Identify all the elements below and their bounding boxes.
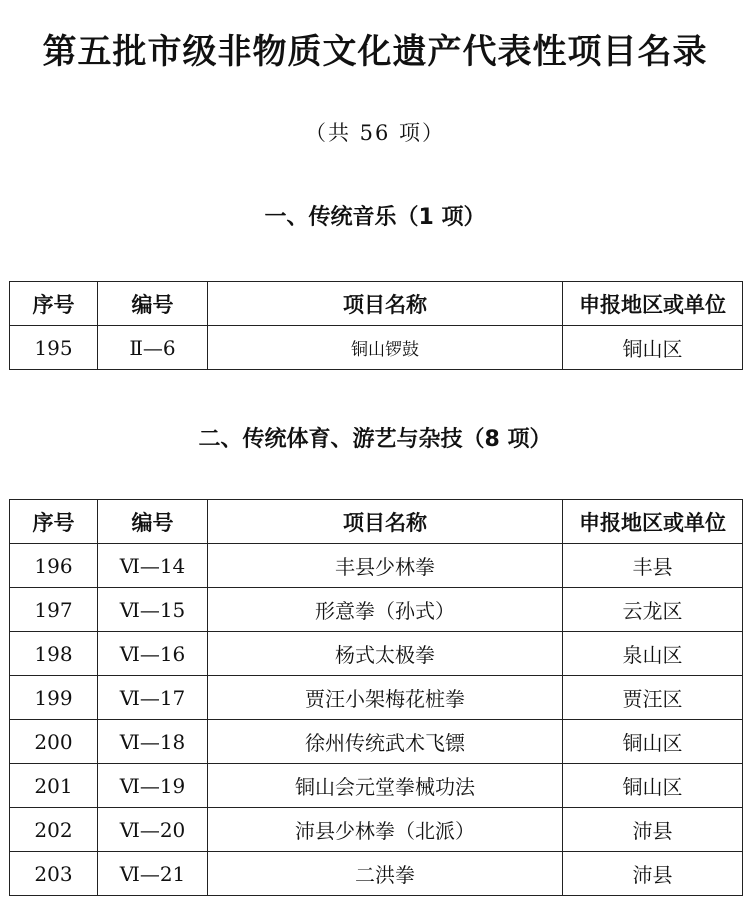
cell-code: Ⅵ—21 bbox=[98, 852, 208, 896]
cell-region: 云龙区 bbox=[563, 588, 743, 632]
header-serial: 序号 bbox=[10, 282, 98, 326]
cell-serial: 196 bbox=[10, 544, 98, 588]
cell-project-name: 徐州传统武术飞镖 bbox=[208, 720, 563, 764]
table-row bbox=[10, 720, 743, 764]
table-row bbox=[10, 808, 743, 852]
header-region: 申报地区或单位 bbox=[563, 282, 743, 326]
cell-region: 贾汪区 bbox=[563, 676, 743, 720]
table-traditional-music bbox=[9, 281, 743, 370]
header-project-name: 项目名称 bbox=[208, 500, 563, 544]
header-serial: 序号 bbox=[10, 500, 98, 544]
table-header-row bbox=[10, 500, 743, 544]
cell-project-name: 形意拳（孙式） bbox=[208, 588, 563, 632]
cell-serial: 195 bbox=[10, 326, 98, 370]
table-row bbox=[10, 852, 743, 896]
cell-code: Ⅵ—19 bbox=[98, 764, 208, 808]
cell-serial: 198 bbox=[10, 632, 98, 676]
cell-region: 丰县 bbox=[563, 544, 743, 588]
header-region: 申报地区或单位 bbox=[563, 500, 743, 544]
table-header-row bbox=[10, 282, 743, 326]
header-code: 编号 bbox=[98, 282, 208, 326]
cell-code: Ⅵ—14 bbox=[98, 544, 208, 588]
table-row bbox=[10, 632, 743, 676]
cell-code: Ⅵ—20 bbox=[98, 808, 208, 852]
cell-project-name: 铜山会元堂拳械功法 bbox=[208, 764, 563, 808]
cell-project-name: 杨式太极拳 bbox=[208, 632, 563, 676]
cell-project-name: 二洪拳 bbox=[208, 852, 563, 896]
cell-region: 沛县 bbox=[563, 808, 743, 852]
table-traditional-sports bbox=[9, 499, 743, 896]
table-row bbox=[10, 326, 743, 370]
page-title: 第五批市级非物质文化遗产代表性项目名录 bbox=[42, 32, 708, 72]
cell-serial: 202 bbox=[10, 808, 98, 852]
cell-region: 沛县 bbox=[563, 852, 743, 896]
cell-project-name: 贾汪小架梅花桩拳 bbox=[208, 676, 563, 720]
table-row bbox=[10, 544, 743, 588]
header-code: 编号 bbox=[98, 500, 208, 544]
table-row bbox=[10, 764, 743, 808]
section-heading-sports: 二、传统体育、游艺与杂技（8 项） bbox=[198, 427, 552, 452]
cell-serial: 200 bbox=[10, 720, 98, 764]
cell-project-name: 沛县少林拳（北派） bbox=[208, 808, 563, 852]
cell-region: 泉山区 bbox=[563, 632, 743, 676]
cell-code: Ⅱ—6 bbox=[98, 326, 208, 370]
section-heading-music: 一、传统音乐（1 项） bbox=[264, 205, 486, 230]
cell-region: 铜山区 bbox=[563, 720, 743, 764]
table-row bbox=[10, 676, 743, 720]
cell-region: 铜山区 bbox=[563, 764, 743, 808]
cell-code: Ⅵ—17 bbox=[98, 676, 208, 720]
cell-code: Ⅵ—18 bbox=[98, 720, 208, 764]
table-row bbox=[10, 588, 743, 632]
cell-serial: 201 bbox=[10, 764, 98, 808]
cell-serial: 197 bbox=[10, 588, 98, 632]
cell-project-name: 丰县少林拳 bbox=[208, 544, 563, 588]
total-count: （共 56 项） bbox=[304, 121, 446, 145]
cell-region: 铜山区 bbox=[563, 326, 743, 370]
cell-project-name: 铜山锣鼓 bbox=[208, 326, 563, 370]
cell-code: Ⅵ—15 bbox=[98, 588, 208, 632]
header-project-name: 项目名称 bbox=[208, 282, 563, 326]
cell-serial: 199 bbox=[10, 676, 98, 720]
cell-serial: 203 bbox=[10, 852, 98, 896]
cell-code: Ⅵ—16 bbox=[98, 632, 208, 676]
